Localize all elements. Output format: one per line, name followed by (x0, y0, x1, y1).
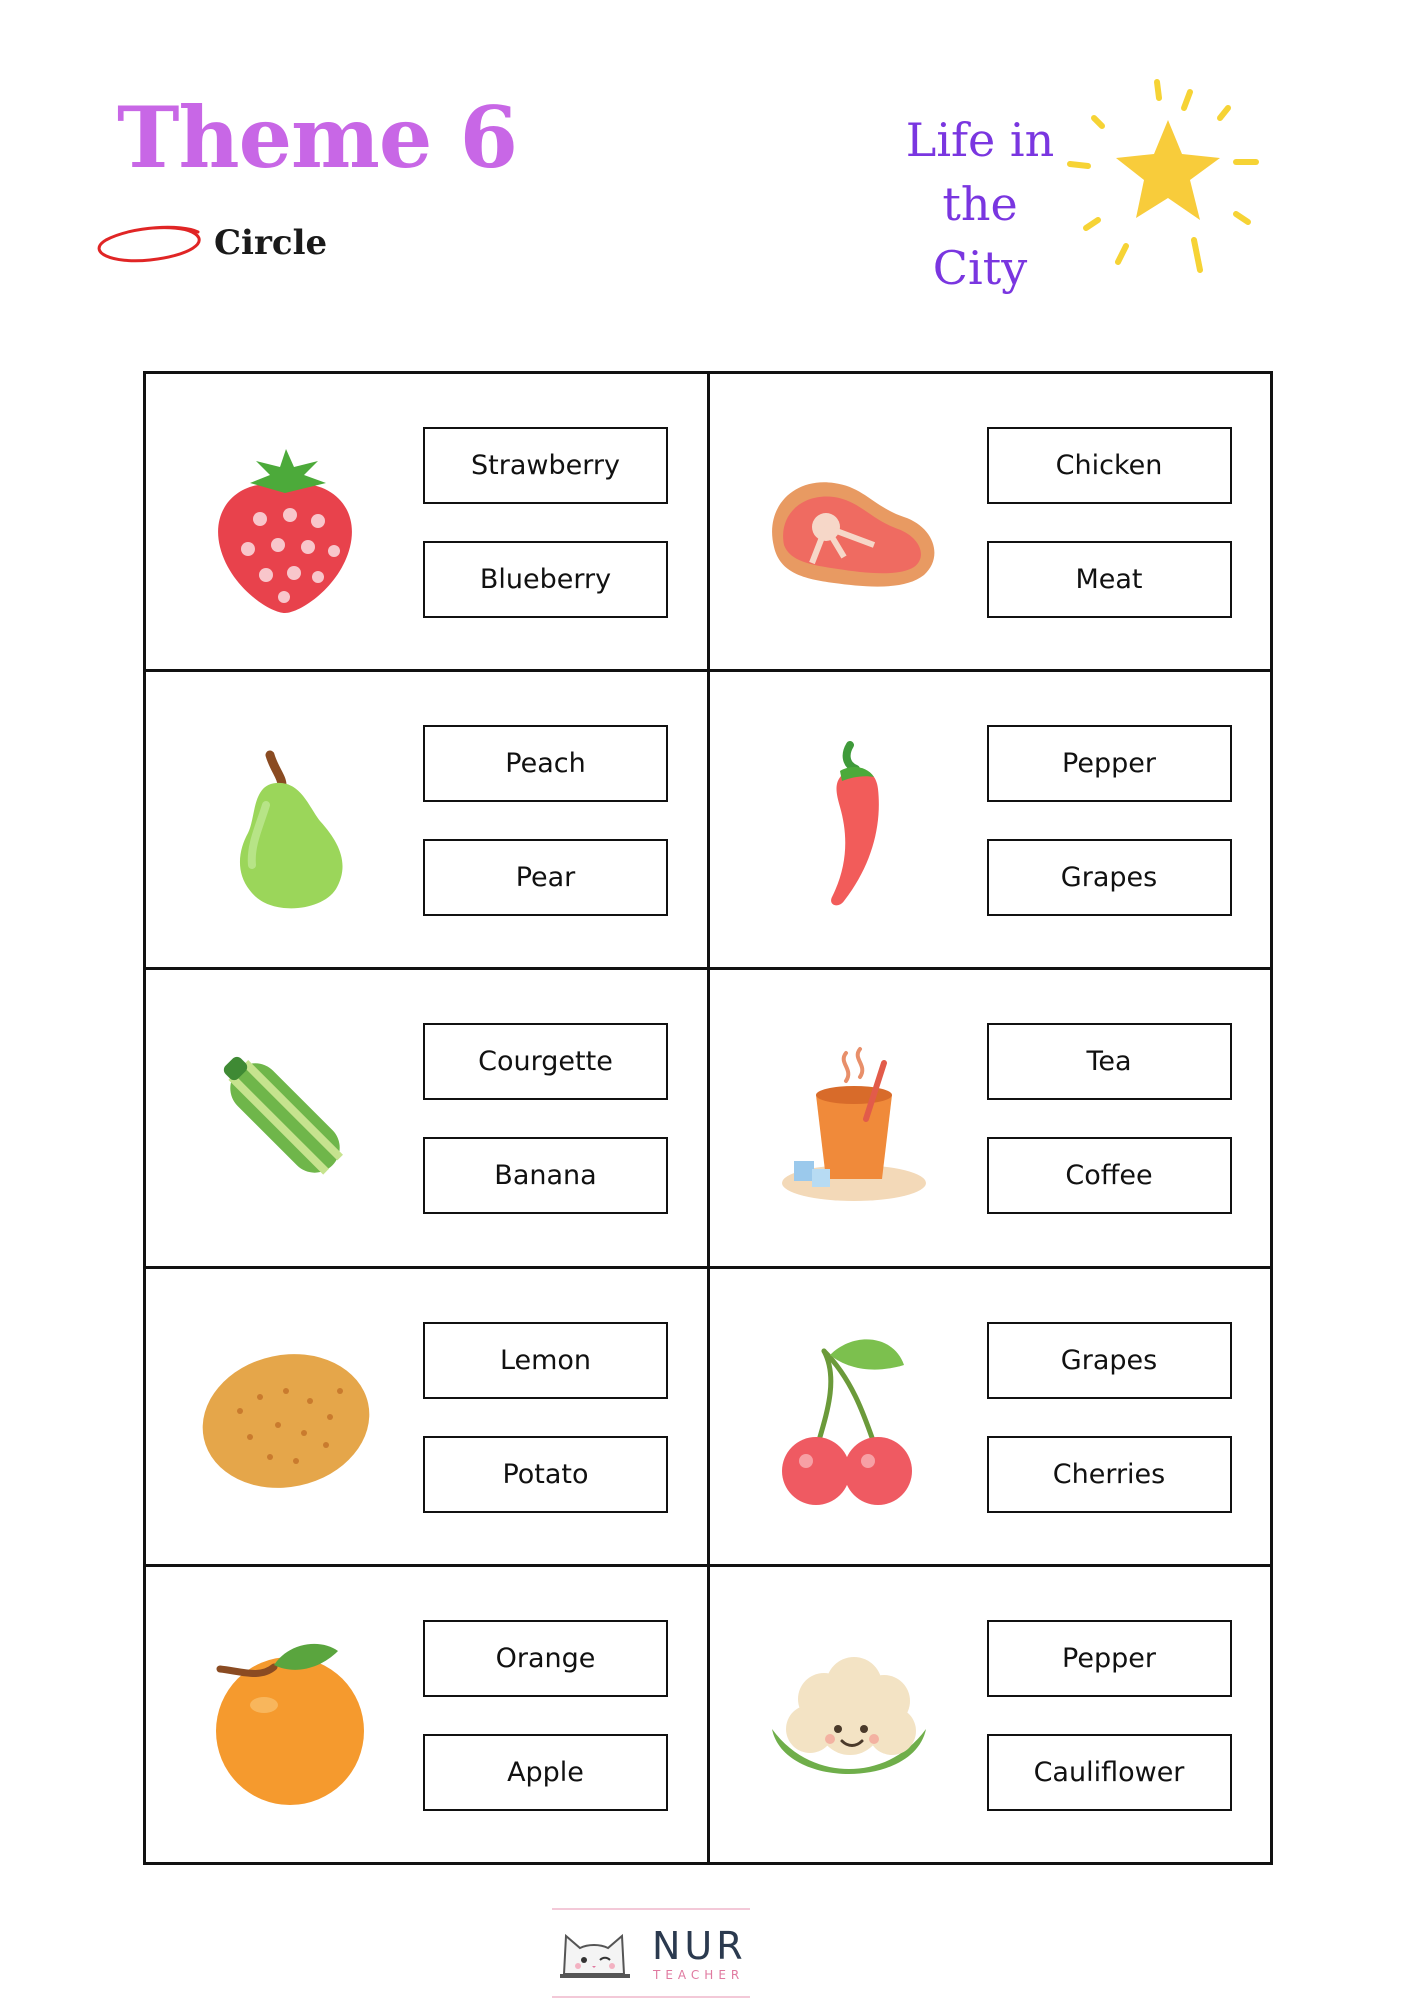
card-picture (754, 1023, 944, 1213)
option-button[interactable]: Orange (423, 1620, 668, 1697)
option-button[interactable]: Grapes (987, 1322, 1232, 1399)
card-strawberry (146, 374, 710, 672)
pear-icon (190, 725, 380, 915)
potato-icon (190, 1321, 380, 1511)
option-button[interactable]: Tea (987, 1023, 1232, 1100)
cherries-icon (754, 1321, 944, 1511)
theme-subtitle (870, 108, 1090, 300)
option-button[interactable]: Grapes (987, 839, 1232, 916)
star-icon (1060, 70, 1260, 290)
card-cherries (710, 1269, 1274, 1567)
instruction-label: Circle (214, 223, 328, 263)
option-button[interactable]: Blueberry (423, 541, 668, 618)
card-picture (754, 1321, 944, 1511)
option-button[interactable]: Peach (423, 725, 668, 802)
subtitle-line-2: City (932, 241, 1028, 295)
option-button[interactable]: Banana (423, 1137, 668, 1214)
subtitle-line-1: Life in the (905, 113, 1055, 231)
option-button[interactable]: Cauliflower (987, 1734, 1232, 1811)
option-button[interactable]: Meat (987, 541, 1232, 618)
option-button[interactable]: Pepper (987, 1620, 1232, 1697)
card-tea (710, 970, 1274, 1268)
pepper-icon (754, 725, 944, 915)
logo-main-text: NUR (652, 1924, 747, 1968)
card-picture (190, 725, 380, 915)
cat-icon (554, 1922, 634, 1984)
card-picture (754, 1619, 944, 1809)
option-button[interactable]: Courgette (423, 1023, 668, 1100)
footer-divider (552, 1996, 750, 1998)
circle-icon (92, 220, 210, 270)
card-courgette (146, 970, 710, 1268)
card-picture (190, 1321, 380, 1511)
card-picture (190, 1023, 380, 1213)
card-pepper (710, 672, 1274, 970)
meat-icon (754, 427, 944, 617)
option-button[interactable]: Potato (423, 1436, 668, 1513)
card-meat (710, 374, 1274, 672)
card-picture (190, 427, 380, 617)
brand-logo (552, 1912, 750, 1994)
logo-sub-text: TEACHER (653, 1968, 745, 1982)
card-potato (146, 1269, 710, 1567)
option-button[interactable]: Apple (423, 1734, 668, 1811)
word-grid (143, 371, 1273, 1865)
card-picture (754, 427, 944, 617)
card-cauliflower (710, 1567, 1274, 1865)
option-button[interactable]: Chicken (987, 427, 1232, 504)
orange-icon (190, 1619, 380, 1809)
strawberry-icon (190, 427, 380, 617)
tea-icon (754, 1023, 944, 1213)
footer-divider (552, 1908, 750, 1910)
card-picture (190, 1619, 380, 1809)
card-orange (146, 1567, 710, 1865)
page-title: Theme 6 (117, 88, 518, 187)
option-button[interactable]: Lemon (423, 1322, 668, 1399)
option-button[interactable]: Cherries (987, 1436, 1232, 1513)
card-pear (146, 672, 710, 970)
card-picture (754, 725, 944, 915)
courgette-icon (190, 1023, 380, 1213)
option-button[interactable]: Coffee (987, 1137, 1232, 1214)
option-button[interactable]: Pear (423, 839, 668, 916)
option-button[interactable]: Strawberry (423, 427, 668, 504)
cauliflower-icon (754, 1619, 944, 1809)
option-button[interactable]: Pepper (987, 725, 1232, 802)
